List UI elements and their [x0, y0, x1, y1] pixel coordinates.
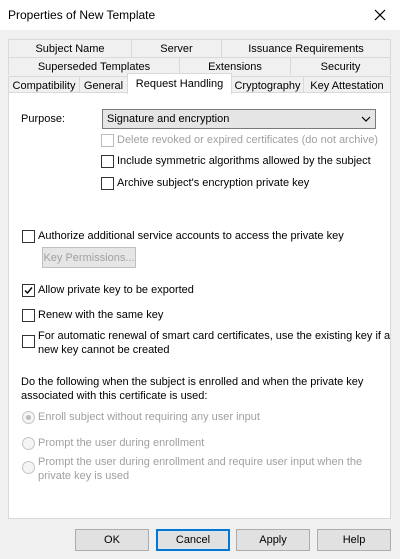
prompt-require-input-label-2: private key is used [38, 470, 130, 482]
smart-card-renewal-checkbox[interactable] [22, 335, 35, 348]
tab-cryptography[interactable]: Cryptography [231, 76, 304, 94]
enroll-description-1: Do the following when the subject is enrolled and when the private key [21, 376, 364, 388]
archive-key-checkbox[interactable] [101, 177, 114, 190]
enroll-no-input-radio[interactable] [22, 411, 35, 424]
prompt-user-label: Prompt the user during enrollment [38, 437, 205, 449]
smart-card-renewal-label-2: new key cannot be created [38, 344, 170, 356]
checkmark-icon [24, 286, 33, 295]
tab-general[interactable]: General [79, 76, 128, 94]
tab-superseded-templates[interactable]: Superseded Templates [8, 57, 180, 75]
apply-button[interactable]: Apply [236, 529, 310, 551]
allow-export-checkbox[interactable] [22, 284, 35, 297]
tab-compatibility[interactable]: Compatibility [8, 76, 80, 94]
close-icon [374, 9, 386, 21]
tab-server[interactable]: Server [131, 39, 222, 57]
tab-key-attestation[interactable]: Key Attestation [303, 76, 391, 94]
delete-revoked-checkbox[interactable] [101, 134, 114, 147]
authorize-accounts-label: Authorize additional service accounts to access the private key [38, 230, 344, 242]
tab-subject-name[interactable]: Subject Name [8, 39, 132, 57]
prompt-require-input-label-1: Prompt the user during enrollment and require user input when the [38, 456, 363, 468]
help-button[interactable]: Help [317, 529, 391, 551]
tab-issuance-requirements[interactable]: Issuance Requirements [221, 39, 391, 57]
allow-export-label: Allow private key to be exported [38, 284, 194, 296]
ok-button[interactable]: OK [75, 529, 149, 551]
purpose-select[interactable] [102, 109, 376, 129]
enroll-description-2: associated with this certificate is used: [21, 390, 208, 402]
prompt-user-radio[interactable] [22, 437, 35, 450]
delete-revoked-label: Delete revoked or expired certificates (do not archive) [117, 134, 379, 146]
tab-panel-request-handling [8, 92, 391, 519]
authorize-accounts-checkbox[interactable] [22, 230, 35, 243]
tab-request-handling[interactable]: Request Handling [127, 73, 232, 94]
purpose-label: Purpose: [21, 113, 66, 125]
prompt-require-input-radio[interactable] [22, 461, 35, 474]
purpose-value: Signature and encryption [107, 113, 230, 125]
renew-same-key-checkbox[interactable] [22, 309, 35, 322]
tab-security[interactable]: Security [290, 57, 391, 75]
dialog-body [0, 30, 400, 559]
title-bar [0, 0, 400, 30]
close-button[interactable] [360, 0, 400, 30]
include-symmetric-checkbox[interactable] [101, 155, 114, 168]
chevron-down-icon [361, 114, 371, 124]
enroll-no-input-label: Enroll subject without requiring any user input [38, 411, 260, 423]
key-permissions-button[interactable]: Key Permissions... [42, 247, 136, 268]
cancel-button[interactable]: Cancel [156, 529, 230, 551]
smart-card-renewal-label-1: For automatic renewal of smart card certificates, use the existing key if a [38, 330, 391, 342]
radio-selected-dot [26, 415, 31, 420]
include-symmetric-label: Include symmetric algorithms allowed by the subject [117, 155, 371, 167]
tab-extensions[interactable]: Extensions [179, 57, 291, 75]
archive-key-label: Archive subject's encryption private key [117, 177, 310, 189]
window-title: Properties of New Template [8, 8, 156, 22]
renew-same-key-label: Renew with the same key [38, 309, 164, 321]
